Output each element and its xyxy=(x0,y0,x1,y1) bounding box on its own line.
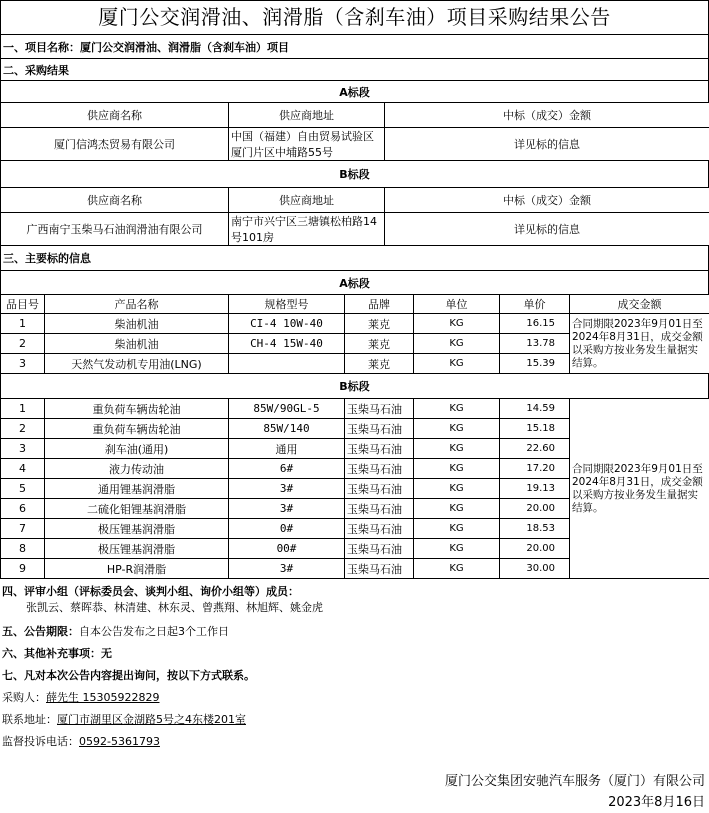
issue-date: 2023年8月16日 xyxy=(608,795,705,810)
table-header-row xyxy=(1,103,709,128)
notice-period-label: 五、公告期限： xyxy=(2,625,79,638)
unit-price: 22.60 xyxy=(500,439,570,459)
unit-price: 16.15 xyxy=(500,314,570,334)
spec: CH-4 15W-40 xyxy=(229,334,345,354)
product-name: 柴油机油 xyxy=(45,334,229,354)
item-no: 4 xyxy=(1,459,45,479)
result-lot-b-header: B标段 xyxy=(0,161,709,187)
supplier-address: 南宁市兴宁区三塘镇松柏路14号101房 xyxy=(229,213,385,246)
other-matters-value: 无 xyxy=(101,647,112,660)
unit: KG xyxy=(414,399,500,419)
col-award-amount: 中标（成交）金额 xyxy=(385,188,709,213)
spec: 3# xyxy=(229,559,345,579)
result-lot-a-table xyxy=(0,102,709,161)
col-supplier-name: 供应商名称 xyxy=(1,188,229,213)
review-members: 张凯云、蔡晖恭、林清建、林东灵、曾燕翔、林旭辉、姚金虎 xyxy=(26,601,323,614)
spec: 00# xyxy=(229,539,345,559)
section-main-items: 三、主要标的信息 xyxy=(0,246,709,270)
brand: 玉柴马石油 xyxy=(345,479,414,499)
unit: KG xyxy=(414,499,500,519)
address-label: 联系地址： xyxy=(2,713,57,726)
product-name: 二硫化钼锂基润滑脂 xyxy=(45,499,229,519)
unit: KG xyxy=(414,334,500,354)
unit-price: 14.59 xyxy=(500,399,570,419)
supplier-address: 中国（福建）自由贸易试验区厦门片区中埔路55号 xyxy=(229,128,385,161)
unit: KG xyxy=(414,439,500,459)
spec: 通用 xyxy=(229,439,345,459)
brand: 玉柴马石油 xyxy=(345,499,414,519)
supplier-name: 广西南宁玉柴马石油润滑油有限公司 xyxy=(1,213,229,246)
product-name: HP-R润滑脂 xyxy=(45,559,229,579)
unit-price: 30.00 xyxy=(500,559,570,579)
brand: 莱克 xyxy=(345,314,414,334)
notice-period-value: 自本公告发布之日起3个工作日 xyxy=(79,625,229,638)
items-lot-b-header: B标段 xyxy=(0,374,709,398)
brand: 玉柴马石油 xyxy=(345,399,414,419)
brand: 玉柴马石油 xyxy=(345,419,414,439)
col-supplier-address: 供应商地址 xyxy=(229,188,385,213)
item-no: 7 xyxy=(1,519,45,539)
result-lot-b-table xyxy=(0,187,709,246)
other-matters-label: 六、其他补充事项： xyxy=(2,647,101,660)
unit-price: 20.00 xyxy=(500,539,570,559)
section-notice-period xyxy=(0,620,709,642)
unit-price: 15.39 xyxy=(500,354,570,374)
product-name: 刹车油(通用) xyxy=(45,439,229,459)
brand: 莱克 xyxy=(345,354,414,374)
issuing-organization: 厦门公交集团安驰汽车服务（厦门）有限公司 xyxy=(444,774,705,789)
unit: KG xyxy=(414,559,500,579)
page-title: 厦门公交润滑油、润滑脂（含刹车油）项目采购结果公告 xyxy=(0,0,709,34)
product-name: 柴油机油 xyxy=(45,314,229,334)
spec: 0# xyxy=(229,519,345,539)
product-name: 极压锂基润滑脂 xyxy=(45,539,229,559)
address-line xyxy=(0,708,709,730)
col-product-name: 产品名称 xyxy=(45,295,229,314)
unit-price: 20.00 xyxy=(500,499,570,519)
unit: KG xyxy=(414,459,500,479)
col-deal-amount: 成交金额 xyxy=(570,295,709,314)
product-name: 极压锂基润滑脂 xyxy=(45,519,229,539)
item-no: 3 xyxy=(1,439,45,459)
supplier-name: 厦门信鸿杰贸易有限公司 xyxy=(1,128,229,161)
brand: 玉柴马石油 xyxy=(345,539,414,559)
unit: KG xyxy=(414,519,500,539)
col-unit-price: 单价 xyxy=(500,295,570,314)
product-name: 通用锂基润滑脂 xyxy=(45,479,229,499)
unit: KG xyxy=(414,479,500,499)
table-header-row xyxy=(1,295,709,314)
unit-price: 19.13 xyxy=(500,479,570,499)
col-award-amount: 中标（成交）金额 xyxy=(385,103,709,128)
deal-amount-note: 合同期限2023年9月01日至2024年8月31日，成交金额以采购方按业务发生量据实结算。 xyxy=(570,314,709,374)
address-value: 厦门市湖里区金湖路5号之4东楼201室 xyxy=(57,713,246,726)
buyer-value: 薛先生 15305922829 xyxy=(46,691,160,704)
section-review-panel: 四、评审小组（评标委员会、谈判小组、询价小组等）成员： xyxy=(2,584,299,598)
result-lot-a-header: A标段 xyxy=(0,80,709,102)
spec xyxy=(229,354,345,374)
col-spec: 规格型号 xyxy=(229,295,345,314)
spec: 3# xyxy=(229,499,345,519)
table-row xyxy=(1,399,709,419)
spec: CI-4 10W-40 xyxy=(229,314,345,334)
unit-price: 18.53 xyxy=(500,519,570,539)
spec: 85W/140 xyxy=(229,419,345,439)
col-brand: 品牌 xyxy=(345,295,414,314)
product-name: 液力传动油 xyxy=(45,459,229,479)
col-unit: 单位 xyxy=(414,295,500,314)
items-lot-a-table xyxy=(0,294,709,374)
unit: KG xyxy=(414,539,500,559)
spec: 3# xyxy=(229,479,345,499)
unit: KG xyxy=(414,419,500,439)
brand: 玉柴马石油 xyxy=(345,559,414,579)
deal-amount-note: 合同期限2023年9月01日至2024年8月31日，成交金额以采购方按业务发生量据实结算。 xyxy=(570,399,709,579)
buyer-label: 采购人： xyxy=(2,691,46,704)
item-no: 1 xyxy=(1,314,45,334)
section-project-name: 一、项目名称：厦门公交润滑油、润滑脂（含刹车油）项目 xyxy=(0,34,709,58)
brand: 玉柴马石油 xyxy=(345,459,414,479)
item-no: 6 xyxy=(1,499,45,519)
section-procurement-result: 二、采购结果 xyxy=(0,58,709,80)
item-no: 2 xyxy=(1,419,45,439)
unit: KG xyxy=(414,354,500,374)
award-amount: 详见标的信息 xyxy=(385,213,709,246)
brand: 莱克 xyxy=(345,334,414,354)
unit: KG xyxy=(414,314,500,334)
unit-price: 17.20 xyxy=(500,459,570,479)
col-supplier-address: 供应商地址 xyxy=(229,103,385,128)
complaint-label: 监督投诉电话： xyxy=(2,735,79,748)
table-row xyxy=(1,314,709,334)
table-row xyxy=(1,213,709,246)
product-name: 天然气发动机专用油(LNG) xyxy=(45,354,229,374)
spec: 85W/90GL-5 xyxy=(229,399,345,419)
spec: 6# xyxy=(229,459,345,479)
buyer-line xyxy=(0,686,709,708)
table-row xyxy=(1,128,709,161)
brand: 玉柴马石油 xyxy=(345,519,414,539)
complaint-line xyxy=(0,730,709,752)
unit-price: 13.78 xyxy=(500,334,570,354)
item-no: 1 xyxy=(1,399,45,419)
item-no: 9 xyxy=(1,559,45,579)
col-item-no: 品目号 xyxy=(1,295,45,314)
items-lot-a-header: A标段 xyxy=(0,270,709,294)
product-name: 重负荷车辆齿轮油 xyxy=(45,419,229,439)
award-amount: 详见标的信息 xyxy=(385,128,709,161)
item-no: 5 xyxy=(1,479,45,499)
col-supplier-name: 供应商名称 xyxy=(1,103,229,128)
item-no: 2 xyxy=(1,334,45,354)
product-name: 重负荷车辆齿轮油 xyxy=(45,399,229,419)
item-no: 8 xyxy=(1,539,45,559)
table-header-row xyxy=(1,188,709,213)
unit-price: 15.18 xyxy=(500,419,570,439)
brand: 玉柴马石油 xyxy=(345,439,414,459)
items-lot-b-body xyxy=(1,399,709,579)
complaint-value: 0592-5361793 xyxy=(79,734,160,748)
items-lot-b-table xyxy=(0,398,709,579)
item-no: 3 xyxy=(1,354,45,374)
section-contact: 七、凡对本次公告内容提出询问，按以下方式联系。 xyxy=(2,669,255,682)
section-other-matters xyxy=(0,642,709,664)
